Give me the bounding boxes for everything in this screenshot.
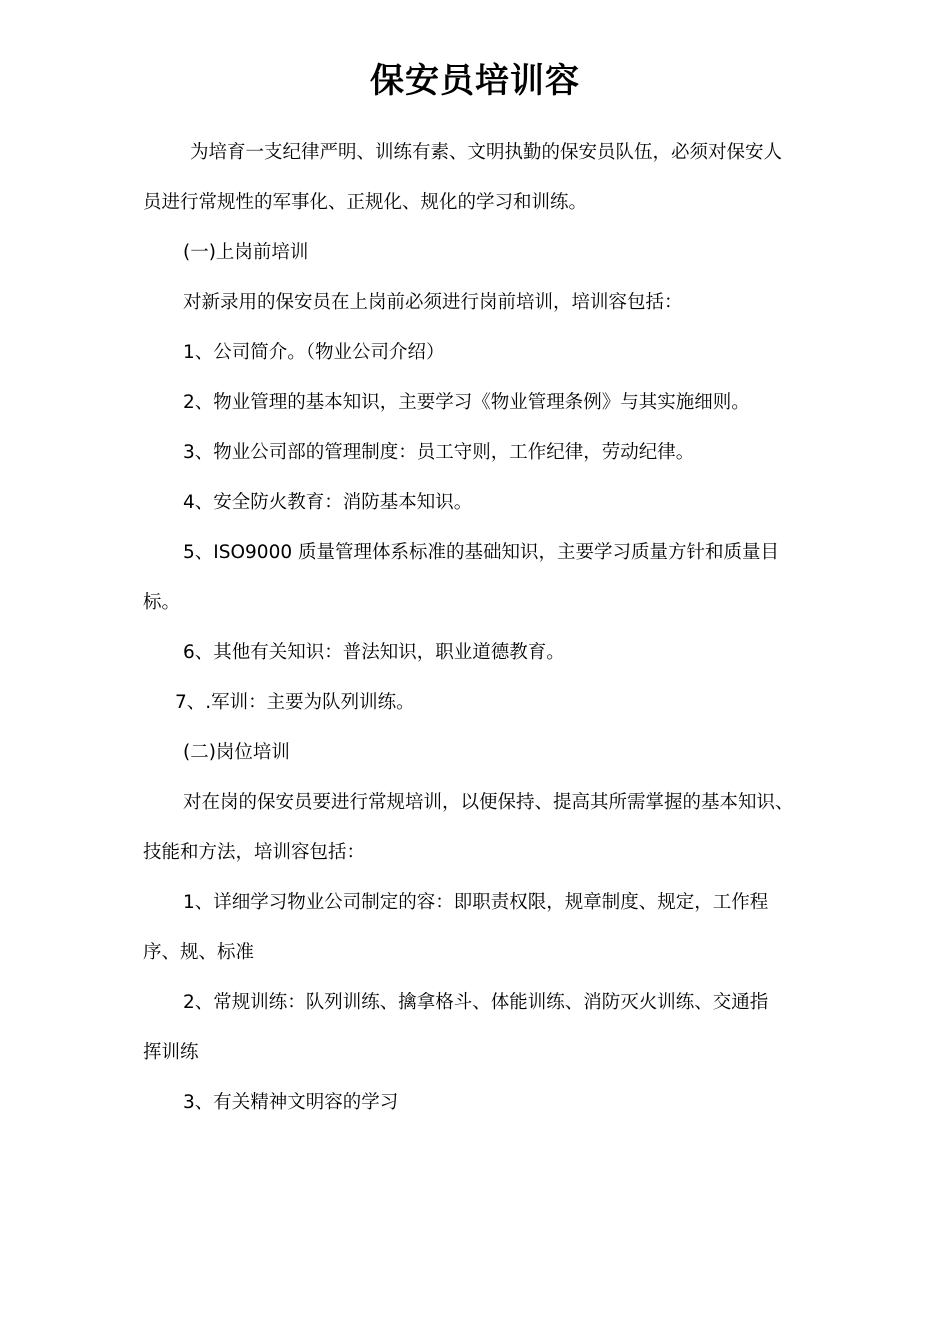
document-title: 保安员培训容 — [370, 61, 580, 101]
list-item: 1、公司简介。（物业公司介绍） — [183, 342, 445, 363]
section-lead: 对在岗的保安员要进行常规培训，以便保持、提高其所需掌握的基本知识、 — [183, 792, 794, 813]
list-item: 3、物业公司部的管理制度：员工守则，工作纪律，劳动纪律。 — [183, 442, 695, 463]
section-lead-continuation: 技能和方法，培训容包括： — [143, 842, 366, 863]
intro-paragraph-line: 员进行常规性的军事化、正规化、规化的学习和训练。 — [143, 192, 588, 213]
list-item-continuation: 挥训练 — [143, 1042, 199, 1063]
list-item: 2、物业管理的基本知识，主要学习《物业管理条例》与其实施细则。 — [183, 392, 750, 413]
list-item: 6、其他有关知识：普法知识，职业道德教育。 — [183, 642, 565, 663]
section-heading: (二)岗位培训 — [183, 742, 290, 763]
list-item: 5、ISO9000 质量管理体系标准的基础知识，主要学习质量方针和质量目 — [183, 542, 779, 563]
document-body — [143, 128, 813, 1128]
intro-paragraph-line: 为培育一支纪律严明、训练有素、文明执勤的保安员队伍，必须对保安人 — [190, 142, 783, 163]
list-item: 7、.军训：主要为队列训练。 — [175, 692, 415, 713]
list-item: 1、详细学习物业公司制定的容：即职责权限，规章制度、规定，工作程 — [183, 892, 769, 913]
list-item-continuation: 标。 — [143, 592, 181, 613]
section-heading: (一)上岗前培训 — [183, 242, 309, 263]
list-item-continuation: 序、规、标准 — [143, 942, 255, 963]
list-item: 2、常规训练：队列训练、擒拿格斗、体能训练、消防灭火训练、交通指 — [183, 992, 769, 1013]
section-lead: 对新录用的保安员在上岗前必须进行岗前培训，培训容包括： — [183, 292, 683, 313]
list-item: 3、有关精神文明容的学习 — [183, 1092, 399, 1113]
list-item: 4、安全防火教育：消防基本知识。 — [183, 492, 473, 513]
